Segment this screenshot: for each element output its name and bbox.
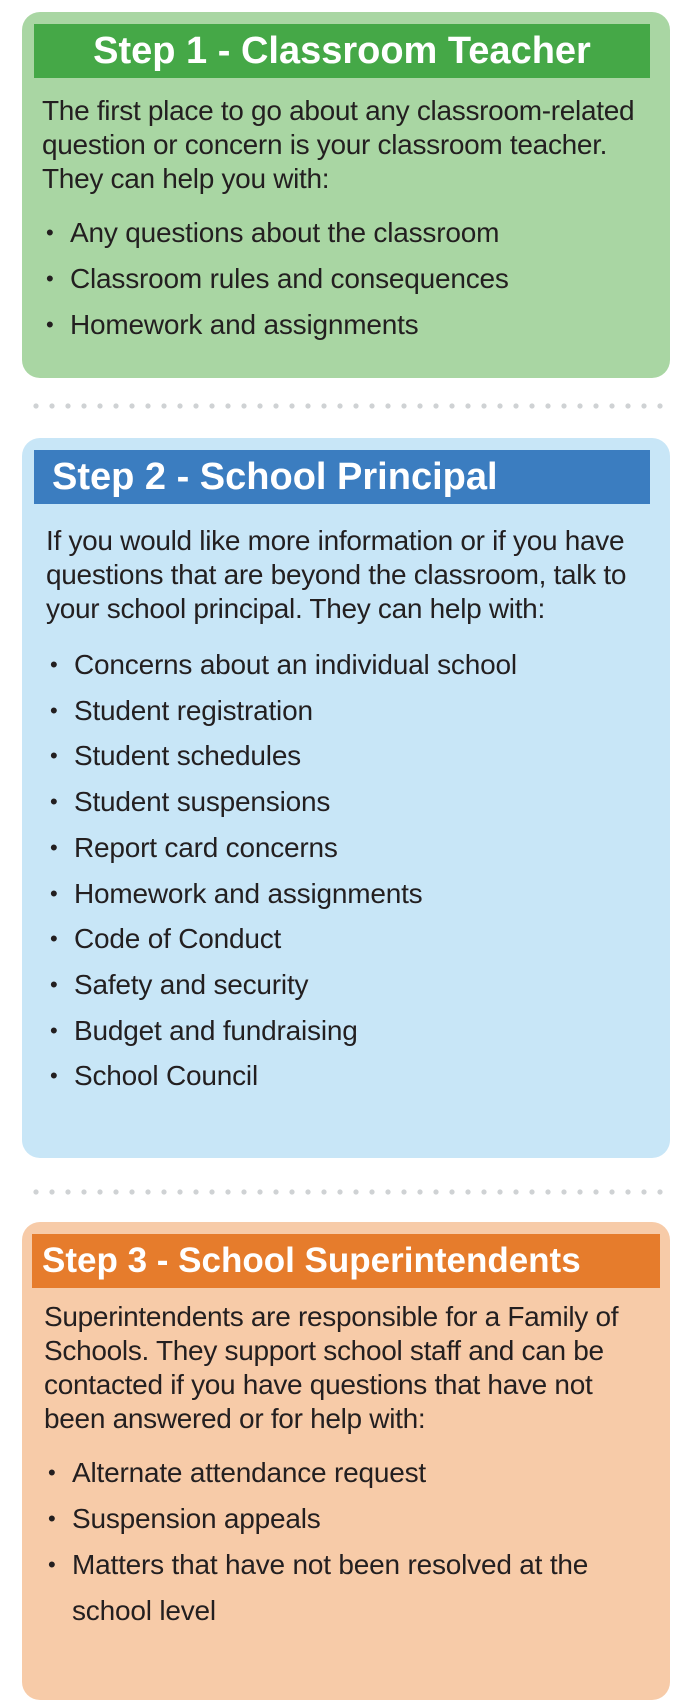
step-1-title: Step 1 - Classroom Teacher <box>34 24 650 78</box>
list-item <box>46 1008 650 1054</box>
list-item <box>46 688 650 734</box>
step-1-body <box>42 94 650 348</box>
list-item <box>42 302 650 348</box>
step-3-body <box>44 1300 650 1634</box>
step-2-list <box>46 642 650 1099</box>
step-2-title: Step 2 - School Principal <box>34 450 650 504</box>
step-2-intro: If you would like more information or if you have questions that are beyond the classroom, talk to your school principal. They can help with: <box>46 525 627 624</box>
list-item <box>46 779 650 825</box>
step-1-intro: The first place to go about any classroom-related question or concern is your classroom teacher. They can help you with: <box>42 95 635 194</box>
bullet-icon: • <box>50 971 58 997</box>
list-item-text: Safety and security <box>74 968 309 1000</box>
list-item-text: Student suspensions <box>74 786 331 818</box>
step-2-body <box>46 524 650 1099</box>
bullet-icon: • <box>50 1017 58 1043</box>
step-3-list <box>44 1450 650 1634</box>
bullet-icon: • <box>48 1506 56 1531</box>
list-item-text: Matters that have not been resolved at the school level <box>72 1549 589 1626</box>
step-3-title: Step 3 - School Superintendents <box>32 1234 660 1288</box>
dotted-divider <box>28 403 668 409</box>
bullet-icon: • <box>48 1460 56 1485</box>
list-item <box>44 1542 650 1634</box>
list-item-text: Student schedules <box>74 740 301 772</box>
list-item-text: School Council <box>74 1060 258 1092</box>
list-item <box>46 1053 650 1099</box>
list-item-text: Homework and assignments <box>74 877 423 909</box>
list-item <box>46 916 650 962</box>
step-2-card <box>22 438 670 1158</box>
bullet-icon: • <box>50 880 58 906</box>
bullet-icon: • <box>46 220 54 245</box>
list-item <box>44 1496 650 1542</box>
list-item-text: Homework and assignments <box>70 309 419 340</box>
list-item <box>46 825 650 871</box>
step-1-card <box>22 12 670 378</box>
step-3-intro: Superintendents are responsible for a Family of Schools. They support school staff and can be contacted if you have questions that have not been answered or for help with: <box>44 1301 619 1434</box>
bullet-icon: • <box>46 312 54 337</box>
step-3-card <box>22 1222 670 1700</box>
list-item-text: Any questions about the classroom <box>70 217 500 248</box>
bullet-icon: • <box>50 834 58 860</box>
bullet-icon: • <box>48 1552 56 1577</box>
list-item <box>46 733 650 779</box>
bullet-icon: • <box>50 743 58 769</box>
list-item-text: Alternate attendance request <box>72 1457 426 1488</box>
bullet-icon: • <box>50 789 58 815</box>
bullet-icon: • <box>50 926 58 952</box>
list-item <box>46 962 650 1008</box>
list-item-text: Student registration <box>74 694 313 726</box>
list-item <box>46 642 650 688</box>
list-item-text: Code of Conduct <box>74 923 282 955</box>
step-1-list <box>42 210 650 348</box>
bullet-icon: • <box>46 266 54 291</box>
list-item <box>42 210 650 256</box>
list-item-text: Suspension appeals <box>72 1503 321 1534</box>
list-item <box>42 256 650 302</box>
bullet-icon: • <box>50 652 58 677</box>
list-item <box>46 871 650 917</box>
list-item-text: Budget and fundraising <box>74 1014 358 1046</box>
dotted-divider <box>28 1189 668 1195</box>
list-item <box>44 1450 650 1496</box>
list-item-text: Concerns about an individual school <box>74 649 517 680</box>
bullet-icon: • <box>50 1063 58 1089</box>
list-item-text: Report card concerns <box>74 831 338 863</box>
bullet-icon: • <box>50 697 58 723</box>
list-item-text: Classroom rules and consequences <box>70 263 509 294</box>
